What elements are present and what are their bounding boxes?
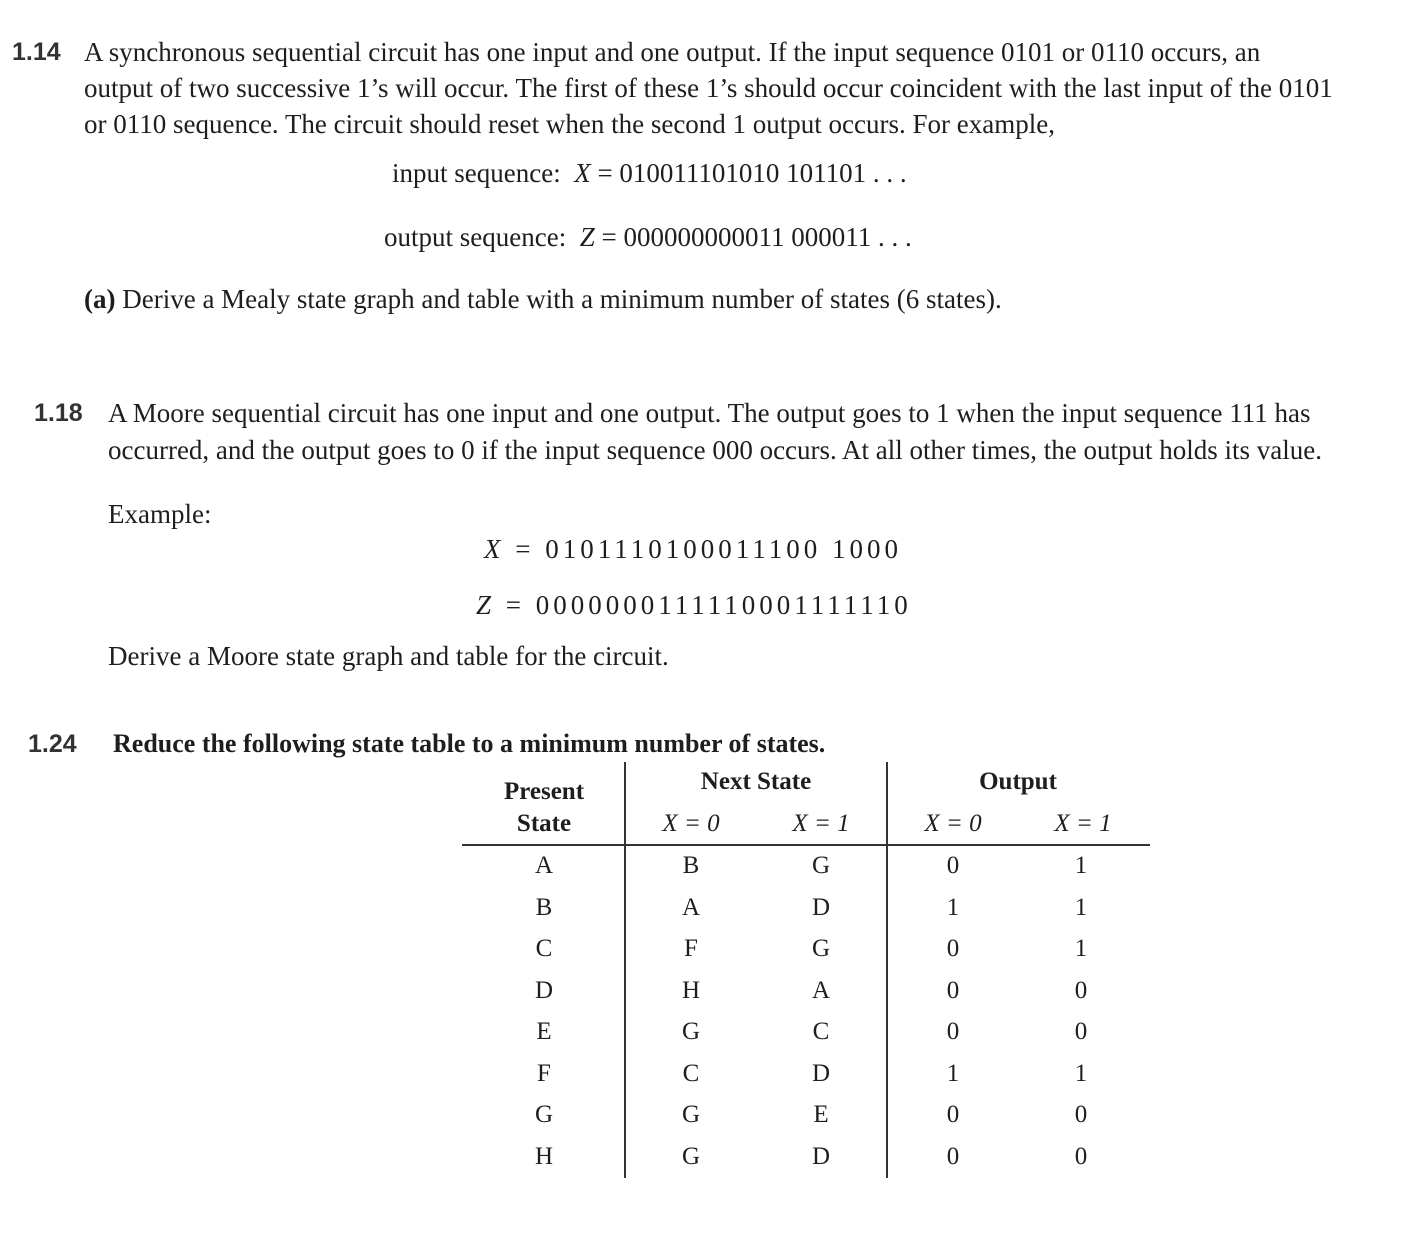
next-state-x1-cell: G <box>811 852 831 879</box>
present-state-cell: A <box>534 852 554 879</box>
output-x1-cell: 0 <box>1074 1101 1088 1128</box>
problem-1-18-line-1: A Moore sequential circuit has one input and one output. The output goes to 1 when the input sequence 111 has <box>108 398 1311 428</box>
output-sequence <box>384 222 912 253</box>
problem-number-1-18: 1.18 <box>34 399 83 427</box>
output-x0-header: X = 0 <box>924 810 982 837</box>
problem-1-14-line-2: output of two successive 1’s will occur. The first of these 1’s should occur coincident with the last input of the 0101 <box>84 73 1333 103</box>
problem-1-24-text: Reduce the following state table to a minimum number of states. <box>113 729 826 758</box>
output-x1-cell: 1 <box>1074 1059 1088 1087</box>
x-variable: X <box>484 534 505 564</box>
input-sequence <box>392 158 907 189</box>
example-x-sequence <box>484 534 902 565</box>
output-header: Output <box>979 768 1057 795</box>
output-x0-cell: 0 <box>946 976 960 1004</box>
present-state-cell: D <box>534 976 554 1004</box>
next-state-x0-cell: G <box>681 1101 701 1128</box>
input-variable: X <box>574 158 591 188</box>
output-variable: Z <box>579 222 595 252</box>
input-sequence-label: input sequence: <box>392 158 561 188</box>
next-state-x0-cell: F <box>684 935 698 962</box>
next-state-x1-cell: D <box>811 1142 831 1170</box>
next-state-x1-cell: D <box>811 1059 831 1087</box>
output-x1-cell: 1 <box>1074 852 1088 879</box>
output-sequence-label: output sequence: <box>384 222 567 252</box>
part-a-label: (a) <box>84 284 116 314</box>
z-sequence-value: = 0000000111110001111110 <box>505 590 912 620</box>
problem-1-18-line-2: occurred, and the output goes to 0 if the input sequence 000 occurs. At all other times, the output holds its value. <box>108 435 1322 465</box>
output-x0-cell: 0 <box>946 1101 960 1128</box>
output-x0-cell: 0 <box>946 935 960 962</box>
part-a <box>84 281 1002 317</box>
output-x0-cell: 0 <box>946 852 960 879</box>
present-state-cell: E <box>536 1018 552 1045</box>
table-divider-2 <box>886 762 888 1178</box>
output-sequence-value: = 000000000011 000011 . . . <box>601 222 912 252</box>
problem-1-14-line-3: or 0110 sequence. The circuit should reset when the second 1 output occurs. For example, <box>84 109 1055 139</box>
problem-1-14-line-1: A synchronous sequential circuit has one input and one output. If the input sequence 0101 or 0110 occurs, an <box>84 37 1261 67</box>
present-state-cell: C <box>535 935 553 962</box>
problem-number-1-14: 1.14 <box>12 38 61 66</box>
next-x1-header: X = 1 <box>792 810 850 837</box>
next-state-x1-cell: G <box>811 935 831 962</box>
output-x0-cell: 1 <box>946 893 960 921</box>
next-state-header: Next State <box>700 768 812 795</box>
output-x1-cell: 1 <box>1074 893 1088 921</box>
next-state-x1-cell: E <box>813 1101 829 1128</box>
part-a-text: Derive a Mealy state graph and table with a minimum number of states (6 states). <box>122 284 1002 314</box>
present-state-cell: B <box>535 893 553 921</box>
table-divider-1 <box>624 762 626 1178</box>
next-state-x0-cell: G <box>681 1142 701 1170</box>
next-state-x0-cell: A <box>681 893 701 921</box>
output-x1-cell: 0 <box>1074 1142 1088 1170</box>
x-sequence-value: = 0101110100011100 1000 <box>515 534 902 564</box>
present-state-cell: F <box>537 1059 551 1087</box>
present-state-cell: G <box>534 1101 554 1128</box>
next-state-x1-cell: A <box>811 976 831 1004</box>
output-x0-cell: 1 <box>946 1059 960 1087</box>
z-variable: Z <box>476 590 496 620</box>
example-z-sequence <box>476 590 912 621</box>
next-state-x0-cell: B <box>682 852 700 879</box>
derive-moore-text: Derive a Moore state graph and table for the circuit. <box>108 641 669 671</box>
example-label: Example: <box>108 499 212 529</box>
output-x1-header: X = 1 <box>1054 810 1112 837</box>
output-x1-cell: 0 <box>1074 976 1088 1004</box>
next-state-x1-cell: C <box>812 1018 830 1045</box>
next-state-x0-cell: H <box>681 976 701 1004</box>
output-x1-cell: 1 <box>1074 935 1088 962</box>
next-state-x1-cell: D <box>811 893 831 921</box>
output-x0-cell: 0 <box>946 1018 960 1045</box>
next-state-x0-cell: C <box>682 1059 700 1087</box>
table-header-rule <box>462 844 1150 846</box>
output-x0-cell: 0 <box>946 1142 960 1170</box>
next-x0-header: X = 0 <box>662 810 720 837</box>
input-sequence-value: = 010011101010 101101 . . . <box>597 158 907 188</box>
present-state-cell: H <box>534 1142 554 1170</box>
present-header-line-2: State <box>516 810 572 837</box>
next-state-x0-cell: G <box>681 1018 701 1045</box>
present-header-line-1: Present <box>503 778 585 805</box>
problem-number-1-24: 1.24 <box>28 730 77 758</box>
output-x1-cell: 0 <box>1074 1018 1088 1045</box>
